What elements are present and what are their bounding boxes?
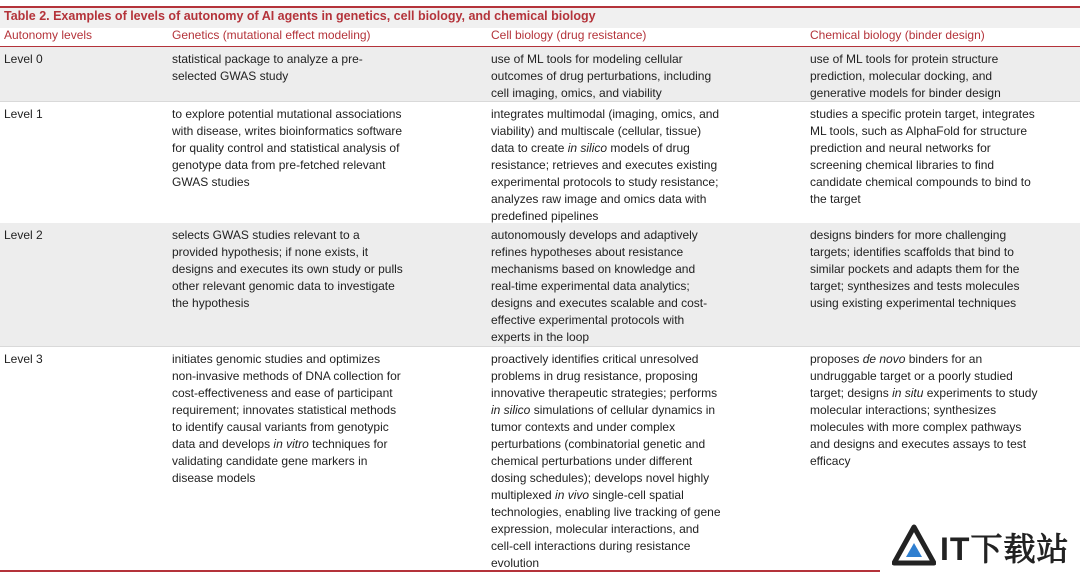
cell-line: dosing schedules); develops novel highly — [491, 471, 710, 485]
genetics-cell — [172, 106, 472, 191]
cell-line: requirement; innovates statistical methods — [172, 403, 397, 417]
cell-line: effective experimental protocols with — [491, 313, 685, 327]
cell-line: studies a specific protein target, integrates — [810, 107, 1035, 121]
cell-line: efficacy — [810, 454, 851, 468]
chemical-biology-cell — [810, 227, 1076, 312]
cell-line: statistical package to analyze a pre- — [172, 52, 363, 66]
cell-biology-cell — [491, 227, 791, 346]
cell-line: expression, molecular interactions, and — [491, 522, 700, 536]
cell-line: genotype data from pre-fetched relevant — [172, 158, 386, 172]
cell-line: and designs and executes assays to test — [810, 437, 1027, 451]
cell-line: analyzes raw image and omics data with — [491, 192, 707, 206]
triangle-logo-icon — [892, 524, 936, 566]
cell-line: GWAS studies — [172, 175, 250, 189]
cell-line: viability) and multiscale (cellular, tissue) — [491, 124, 702, 138]
cell-line: mechanisms based on knowledge and — [491, 262, 696, 276]
cell-line: initiates genomic studies and optimizes — [172, 352, 381, 366]
cell-line: target; designs in situ experiments to study — [810, 386, 1038, 400]
cell-line: for quality control and statistical analysis of — [172, 141, 400, 155]
cell-line: designs and executes its own study or pulls — [172, 262, 403, 276]
header-autonomy-levels: Autonomy levels — [4, 28, 93, 42]
cell-line: use of ML tools for protein structure — [810, 52, 999, 66]
level-label: Level 1 — [4, 107, 43, 121]
cell-line: validating candidate gene markers in — [172, 454, 368, 468]
cell-line: the target — [810, 192, 861, 206]
caption-bar — [0, 6, 1080, 28]
cell-line: using existing experimental techniques — [810, 296, 1017, 310]
cell-line: tumor contexts and under complex — [491, 420, 676, 434]
cell-line: cell-cell interactions during resistance — [491, 539, 691, 553]
cell-line: with disease, writes bioinformatics software — [172, 124, 403, 138]
genetics-cell — [172, 51, 472, 85]
cell-line: chemical perturbations under different — [491, 454, 693, 468]
cell-line: data and develops in vitro techniques for — [172, 437, 388, 451]
cell-line: refines hypotheses about resistance — [491, 245, 684, 259]
cell-line: prediction, molecular docking, and — [810, 69, 993, 83]
chemical-biology-cell — [810, 106, 1076, 208]
cell-line: undruggable target or a poorly studied — [810, 369, 1013, 383]
table-row — [0, 47, 1080, 101]
cell-line: real-time experimental data analytics; — [491, 279, 690, 293]
table-row — [0, 223, 1080, 346]
cell-line: prediction and neural networks for — [810, 141, 991, 155]
cell-line: multiplexed in vivo single-cell spatial — [491, 488, 684, 502]
cell-line: other relevant genomic data to investigate — [172, 279, 395, 293]
cell-line: selected GWAS study — [172, 69, 289, 83]
cell-line: cost-effectiveness and ease of participant — [172, 386, 393, 400]
cell-line: designs binders for more challenging — [810, 228, 1007, 242]
cell-line: experts in the loop — [491, 330, 590, 344]
cell-line: in silico simulations of cellular dynamics in — [491, 403, 716, 417]
cell-line: perturbations (combinatorial genetic and — [491, 437, 706, 451]
genetics-cell — [172, 227, 472, 312]
table-caption: Table 2. Examples of levels of autonomy of AI agents in genetics, cell biology, and chemical biology — [4, 9, 596, 23]
cell-line: provided hypothesis; if none exists, it — [172, 245, 369, 259]
cell-line: predefined pipelines — [491, 209, 599, 223]
genetics-cell — [172, 351, 472, 487]
cell-line: data to create in silico models of drug — [491, 141, 690, 155]
cell-line: technologies, enabling live tracking of gene — [491, 505, 721, 519]
chemical-biology-cell — [810, 351, 1076, 470]
cell-line: proposes de novo binders for an — [810, 352, 983, 366]
cell-line: designs and executes scalable and cost- — [491, 296, 708, 310]
cell-line: autonomously develops and adaptively — [491, 228, 698, 242]
cell-biology-cell — [491, 106, 791, 225]
cell-line: disease models — [172, 471, 256, 485]
cell-line: innovative therapeutic strategies; performs — [491, 386, 718, 400]
header-chemical-biology: Chemical biology (binder design) — [810, 28, 985, 42]
table-row — [0, 101, 1080, 224]
cell-line: problems in drug resistance, proposing — [491, 369, 698, 383]
cell-line: target; synthesizes and tests molecules — [810, 279, 1020, 293]
cell-line: resistance; retrieves and executes existing — [491, 158, 718, 172]
cell-line: candidate chemical compounds to bind to — [810, 175, 1031, 189]
chemical-biology-cell — [810, 51, 1076, 102]
cell-line: generative models for binder design — [810, 86, 1001, 100]
watermark-logo — [892, 524, 1072, 566]
level-label: Level 3 — [4, 352, 43, 366]
cell-line: evolution — [491, 556, 540, 570]
cell-line: molecules with more complex pathways — [810, 420, 1022, 434]
cell-line: targets; identifies scaffolds that bind to — [810, 245, 1014, 259]
header-cell-biology: Cell biology (drug resistance) — [491, 28, 647, 42]
header-genetics: Genetics (mutational effect modeling) — [172, 28, 371, 42]
cell-line: to explore potential mutational associations — [172, 107, 402, 121]
cell-line: selects GWAS studies relevant to a — [172, 228, 360, 242]
cell-biology-cell — [491, 351, 791, 572]
cell-line: screening chemical libraries to find — [810, 158, 995, 172]
cell-line: integrates multimodal (imaging, omics, and — [491, 107, 720, 121]
cell-line: use of ML tools for modeling cellular — [491, 52, 683, 66]
cell-line: proactively identifies critical unresolved — [491, 352, 699, 366]
table-bottom-rule — [0, 570, 880, 572]
cell-line: cell imaging, omics, and viability — [491, 86, 662, 100]
level-label: Level 0 — [4, 52, 43, 66]
cell-line: the hypothesis — [172, 296, 250, 310]
cell-biology-cell — [491, 51, 791, 102]
cell-line: to identify causal variants from genotypic — [172, 420, 389, 434]
logo-text: IT下载站 — [940, 531, 1070, 567]
level-label: Level 2 — [4, 228, 43, 242]
cell-line: molecular interactions; synthesizes — [810, 403, 997, 417]
cell-line: non-invasive methods of DNA collection for — [172, 369, 401, 383]
cell-line: outcomes of drug perturbations, including — [491, 69, 712, 83]
table-header — [0, 26, 1080, 47]
cell-line: experimental protocols to study resistance; — [491, 175, 719, 189]
cell-line: ML tools, such as AlphaFold for structure — [810, 124, 1027, 138]
cell-line: similar pockets and adapts them for the — [810, 262, 1020, 276]
